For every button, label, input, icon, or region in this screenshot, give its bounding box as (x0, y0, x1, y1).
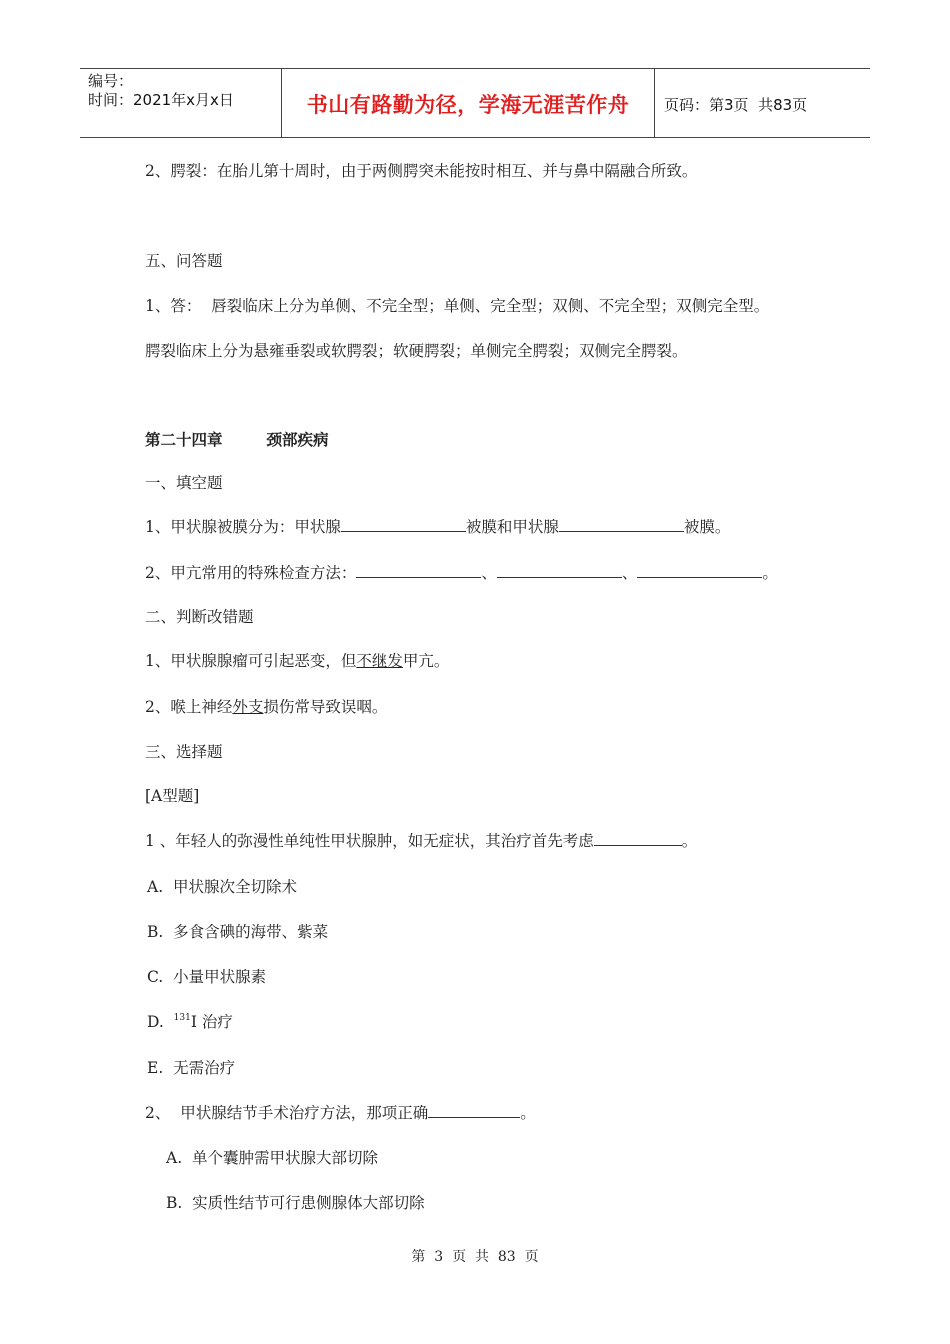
option-d[interactable] (147, 1012, 233, 1032)
answer-blank[interactable] (428, 1103, 520, 1118)
header-divider (654, 69, 655, 137)
option-a[interactable]: A. 甲状腺次全切除术 (147, 878, 297, 896)
chapter-title: 颈部疾病 (266, 431, 329, 449)
question-text: 被膜和甲状腺 (465, 518, 559, 536)
separator: 。 (520, 1104, 536, 1122)
header-meta (88, 72, 234, 110)
answer-blank[interactable] (356, 563, 481, 578)
option-e[interactable]: E. 无需治疗 (147, 1059, 236, 1077)
question-text: 1、甲状腺被膜分为：甲状腺 (145, 518, 341, 536)
answer-cleft-palate: 2、腭裂：在胎儿第十周时，由于两侧腭突未能按时相互、并与鼻中隔融合所致。 (145, 162, 698, 180)
question-text: 甲亢。 (402, 652, 450, 670)
chapter-number: 第二十四章 (145, 431, 223, 449)
question-text: 2、喉上神经 (145, 698, 233, 716)
section-title-judge: 二、判断改错题 (145, 608, 254, 626)
answer-line: 1、答： 唇裂临床上分为单侧、不完全型；单侧、完全型；双侧、不完全型；双侧完全型。 (145, 297, 770, 315)
choice-question-2 (145, 1103, 536, 1123)
question-text: 2、甲亢常用的特殊检查方法： (145, 564, 357, 582)
judge-question-2 (145, 697, 387, 717)
option-letter: D. (147, 1013, 174, 1031)
fill-question-2 (145, 563, 778, 583)
document-number: 编号： (88, 72, 134, 90)
page-footer: 第 3 页 共 83 页 (411, 1249, 539, 1265)
question-text: 1、甲状腺腺瘤可引起恶变，但 (145, 652, 357, 670)
question-text: 1 、年轻人的弥漫性单纯性甲状腺肿，如无症状，其治疗首先考虑 (145, 832, 594, 850)
answer-blank[interactable] (594, 831, 682, 846)
separator: 。 (681, 832, 698, 850)
section-title-fill: 一、填空题 (145, 474, 223, 492)
fill-question-1 (145, 517, 730, 537)
page-header (80, 68, 870, 138)
answer-blank[interactable] (341, 517, 466, 532)
option-c[interactable]: C. 小量甲状腺素 (147, 968, 267, 986)
judge-question-1 (145, 651, 449, 671)
answer-line: 腭裂临床上分为悬雍垂裂或软腭裂；软硬腭裂；单侧完全腭裂；双侧完全腭裂。 (145, 342, 688, 360)
document-date: 时间：2021年x月x日 (88, 91, 234, 109)
header-page-number: 页码：第3页 共83页 (664, 96, 808, 114)
separator: 、 (621, 564, 638, 582)
separator: 、 (481, 564, 497, 582)
choice-question-1 (145, 831, 697, 851)
isotope-number: 131 (173, 1013, 191, 1023)
question-text: 被膜。 (683, 518, 731, 536)
chapter-heading (145, 430, 329, 450)
question-type-label: [A型题] (145, 787, 200, 805)
option-b[interactable]: B. 多食含碘的海带、紫菜 (147, 923, 329, 941)
option-text: I 治疗 (190, 1013, 233, 1031)
option-a[interactable]: A. 单个囊肿需甲状腺大部切除 (166, 1149, 378, 1167)
section-title-choice: 三、选择题 (145, 743, 223, 761)
separator: 。 (762, 564, 778, 582)
answer-blank[interactable] (497, 563, 622, 578)
section-title-qa: 五、问答题 (145, 252, 223, 270)
option-b[interactable]: B. 实质性结节可行患侧腺体大部切除 (166, 1194, 425, 1212)
underlined-term: 外支 (232, 698, 264, 716)
header-motto: 书山有路勤为径，学海无涯苦作舟 (306, 93, 630, 117)
question-text: 2、 甲状腺结节手术治疗方法，那项正确 (145, 1104, 429, 1122)
answer-blank[interactable] (637, 563, 762, 578)
answer-blank[interactable] (559, 517, 684, 532)
underlined-term: 不继发 (356, 652, 403, 670)
question-text: 损伤常导致误咽。 (263, 698, 388, 716)
